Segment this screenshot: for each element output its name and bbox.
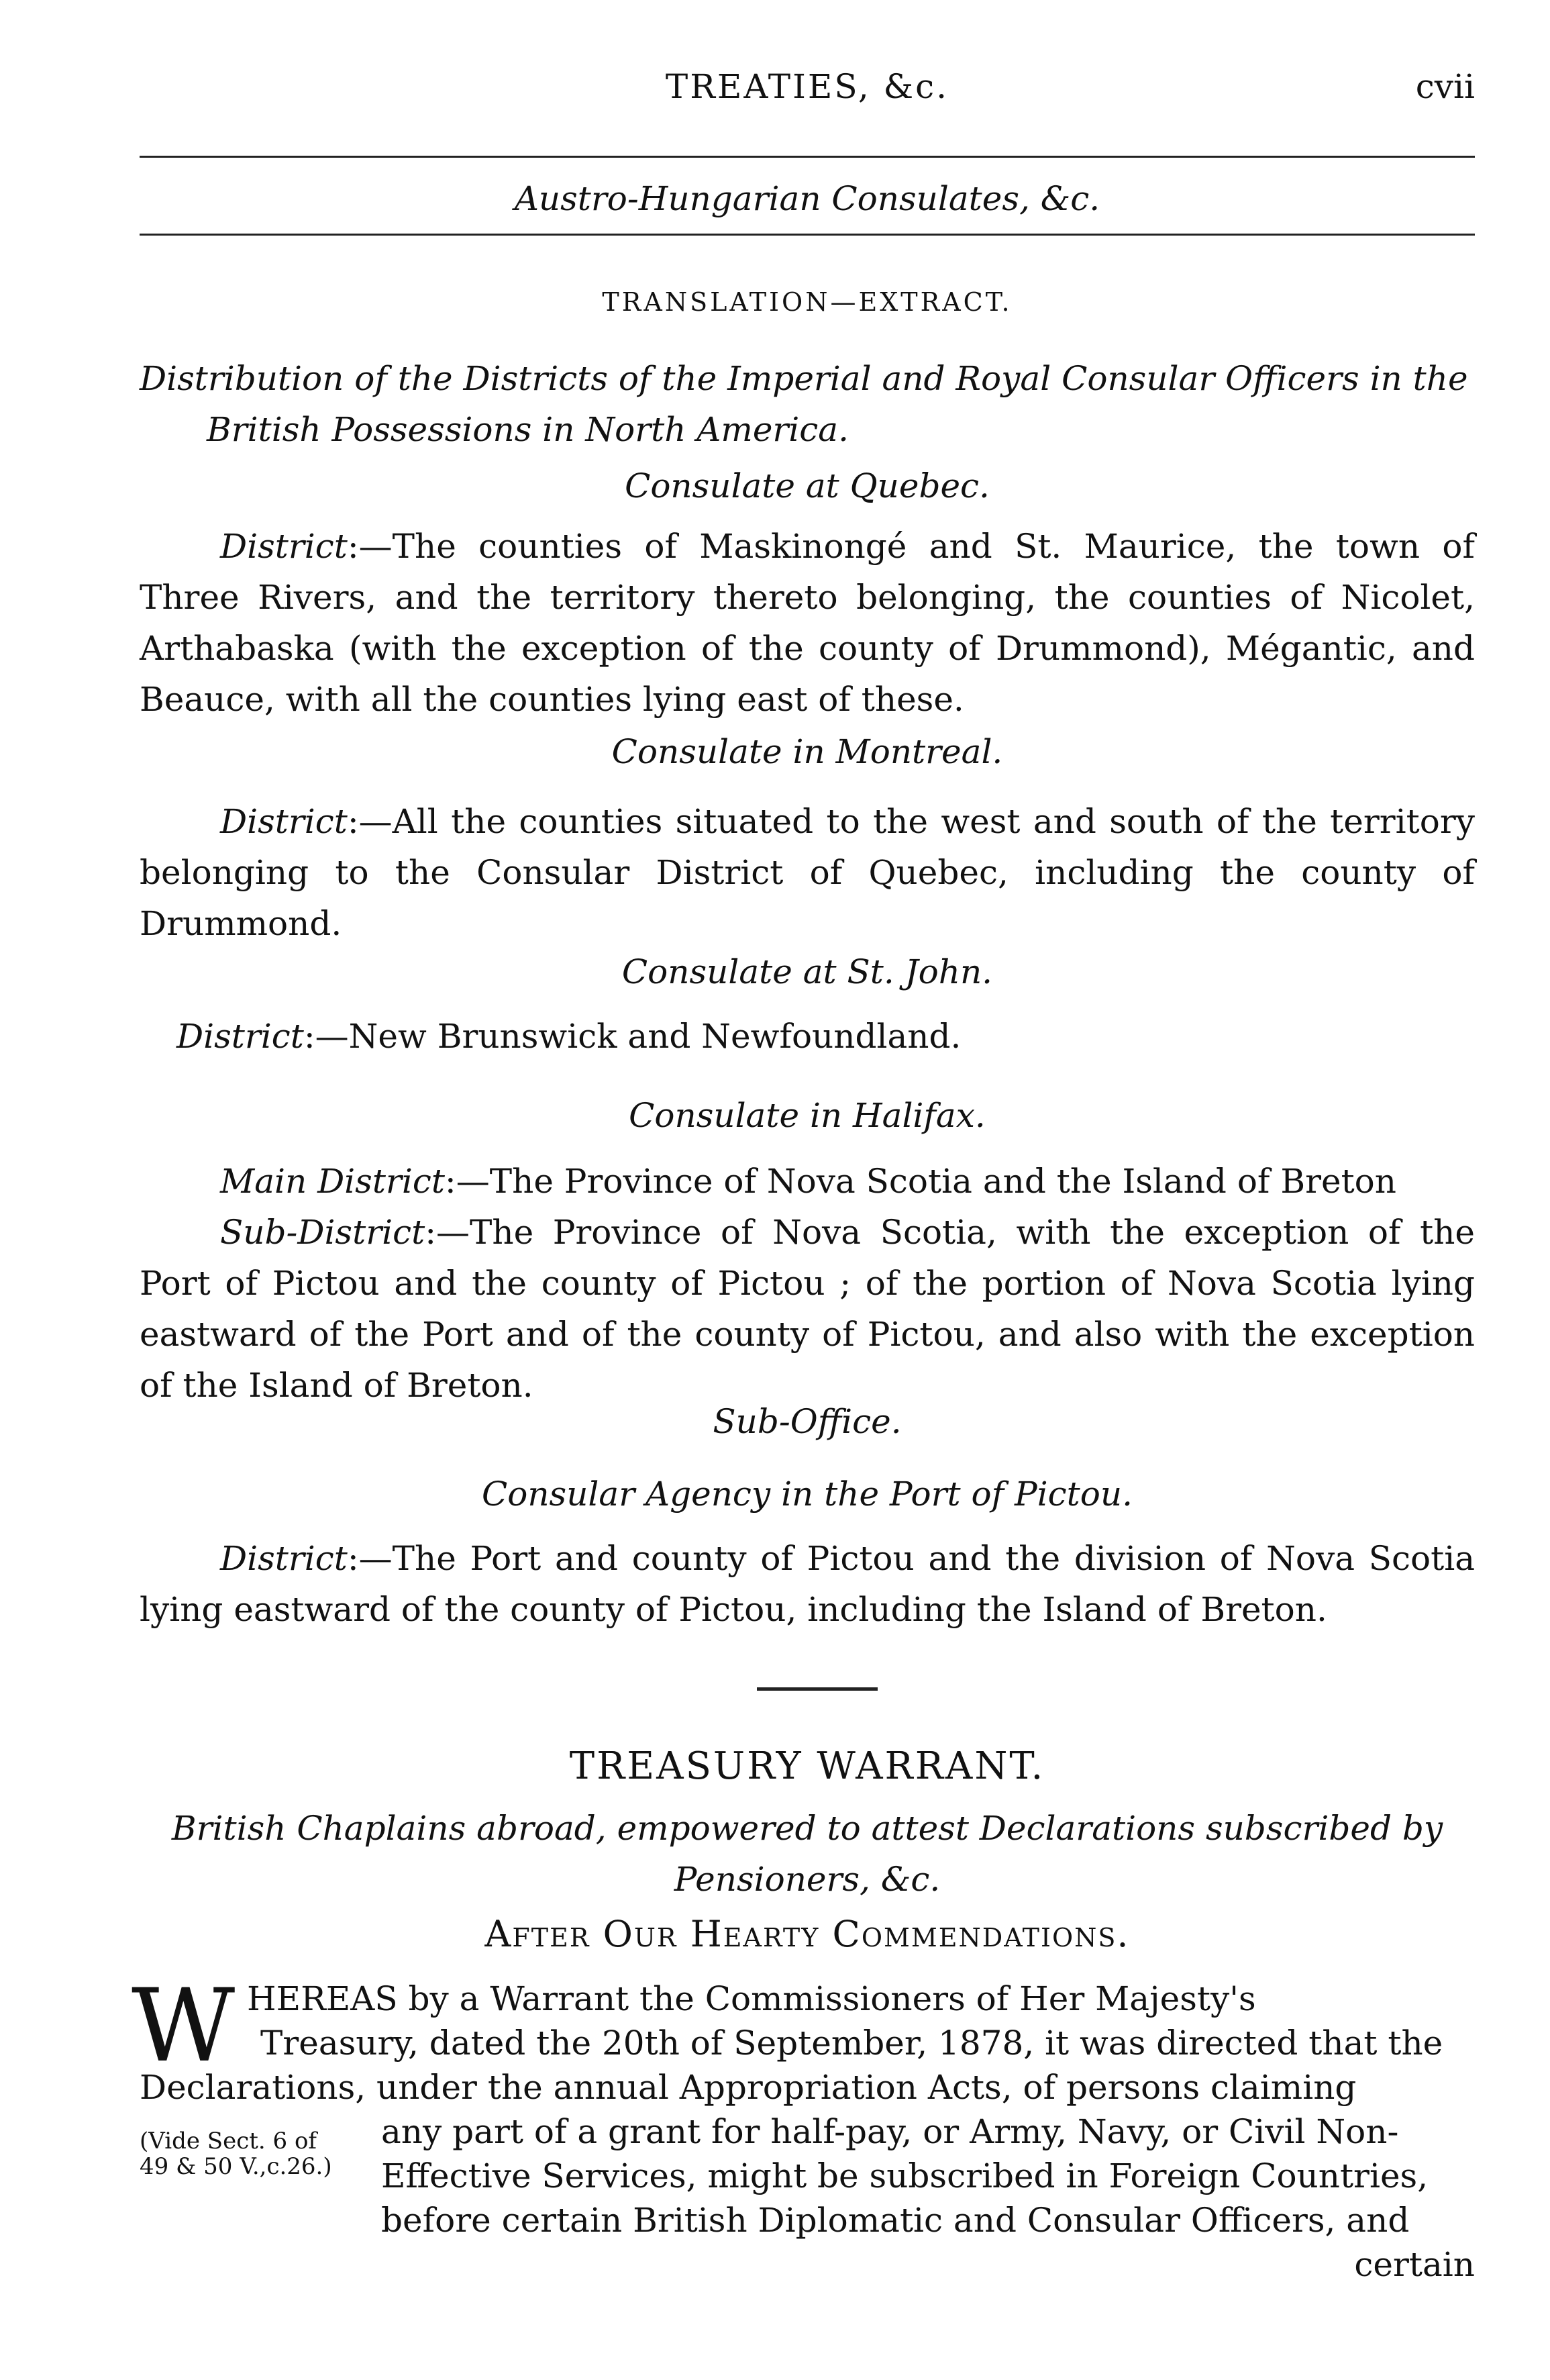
district-st-john (140, 1011, 1475, 1062)
district-label: District (220, 1539, 348, 1578)
district-montreal (140, 796, 1475, 949)
consulate-heading-quebec: Consulate at Quebec. (625, 466, 990, 505)
top-rule (140, 156, 1475, 158)
main-district-label: Main District (220, 1162, 445, 1201)
consular-agency-heading: Consular Agency in the Port of Pictou. (482, 1475, 1133, 1514)
district-label: District (176, 1017, 304, 1056)
warrant-title: TREASURY WARRANT. (569, 1744, 1045, 1788)
district-label: District (220, 802, 348, 841)
margin-note: (Vide Sect. 6 of (140, 2128, 317, 2154)
district-text: :—The counties of Maskinongé and St. Maurice, the town of Three Rivers, and the territory thereto belonging, the counties of Nicolet, Arthabaska (with the exception of the county of Drummond), Mégantic, and Beauce, with all the counties lying east of these. (140, 527, 1475, 719)
translation-label: TRANSLATION—EXTRACT. (602, 287, 1013, 317)
catchword: certain (1354, 2245, 1475, 2284)
section-divider (757, 1687, 878, 1691)
consulate-heading-montreal: Consulate in Montreal. (611, 732, 1003, 771)
consulate-heading-st-john: Consulate at St. John. (621, 952, 993, 991)
district-quebec (140, 521, 1475, 725)
running-head-title: TREATIES, &c. (665, 67, 949, 106)
sub-district-label: Sub-District (220, 1213, 425, 1252)
warrant-subtitle: British Chaplains abroad, empowered to attest Declarations subscribed by Pensioners, &c. (171, 1809, 1443, 1899)
district-text: :—The Port and county of Pictou and the division of Nova Scotia lying eastward of the county of Pictou, including the Island of Breton. (140, 1539, 1475, 1629)
district-pictou (140, 1533, 1475, 1635)
warrant-line: Declarations, under the annual Appropriation Acts, of persons claiming (140, 2068, 1357, 2107)
main-district-halifax (140, 1156, 1475, 1207)
sub-office-heading: Sub-Office. (713, 1402, 902, 1441)
section-heading: Austro-Hungarian Consulates, &c. (514, 179, 1100, 218)
warrant-line: Treasury, dated the 20th of September, 1878, it was directed that the (260, 2024, 1443, 2063)
district-label: District (220, 527, 348, 566)
warrant-line: HEREAS by a Warrant the Commissioners of Her Majesty's (247, 1979, 1256, 2018)
warrant-body (132, 1968, 1475, 2284)
margin-note: 49 & 50 V.,c.26.) (140, 2153, 332, 2180)
sub-district-halifax (140, 1207, 1475, 1411)
running-head (140, 67, 1475, 114)
section-rule (140, 234, 1475, 236)
district-text: :—All the counties situated to the west and south of the territory belonging to the Consular District of Quebec, including the county of Drummond. (140, 802, 1475, 943)
page-number: cvii (1415, 67, 1475, 106)
warrant-line: Effective Services, might be subscribed in Foreign Countries, (381, 2156, 1429, 2195)
page (132, 0, 1475, 2380)
district-text: :—New Brunswick and Newfoundland. (303, 1017, 962, 1056)
drop-cap: W (132, 1968, 236, 2085)
main-district-text: :—The Province of Nova Scotia and the Island of Breton (444, 1162, 1396, 1201)
warrant-line: any part of a grant for half-pay, or Army, Navy, or Civil Non- (381, 2112, 1399, 2151)
sub-district-text: :—The Province of Nova Scotia, with the exception of the Port of Pictou and the county of Pictou ; of the portion of Nova Scotia lying eastward of the Port and of the county of Pictou, and also with the exception of the Island of Breton. (140, 1213, 1475, 1405)
distribution-title: Distribution of the Districts of the Imperial and Royal Consular Officers in the British Possessions in North America. (140, 359, 1468, 449)
commendations: After Our Hearty Commendations. (484, 1913, 1130, 1955)
consulate-heading-halifax: Consulate in Halifax. (629, 1096, 986, 1135)
warrant-line: before certain British Diplomatic and Consular Officers, and (381, 2201, 1410, 2240)
